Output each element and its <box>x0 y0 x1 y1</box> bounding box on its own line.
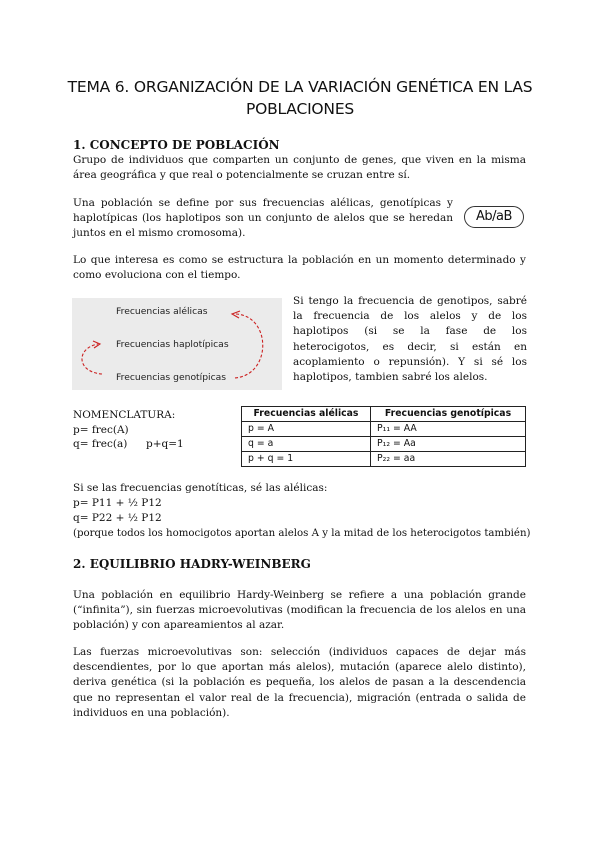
table-cell: P₁₁ = AA <box>371 422 526 437</box>
frequencies-table <box>241 406 526 467</box>
frequencies-diagram <box>72 298 282 390</box>
genotypic-note: (porque todos los homocigotos aportan alelos A y la mitad de los heterocigotos también) <box>73 528 531 539</box>
figure-explanation: Si tengo la frecuencia de genotipos, sabré la frecuencia de los alelos y de los haplotipos (si se la fase de los heterocigotos, es decir, si están en acoplamiento o repunsión). Y si sé los haplotipos, tambien sabré los alelos. <box>293 295 527 384</box>
label-frecuencias-haplotipicas: Frecuencias haplotípicas <box>116 339 229 350</box>
table-cell: P₁₂ = Aa <box>371 437 526 452</box>
table-row <box>242 437 526 452</box>
table-cell: q = a <box>242 437 371 452</box>
genotypic-formula-p: p= P11 + ½ P12 <box>73 497 162 509</box>
nomenclature-line-2a: q= frec(a) <box>73 438 128 450</box>
nomenclature-line-1: p= frec(A) <box>73 423 129 436</box>
nomenclature-line-2b: p+q=1 <box>146 438 184 450</box>
section-1-paragraph-1: Grupo de individuos que comparten un conjunto de genes, que viven en la misma área geográfica y que real o potencialmente se cruzan entre sí. <box>73 154 526 182</box>
haplotype-label: Ab/aB <box>464 206 524 228</box>
page-title-line-2: POBLACIONES <box>245 100 355 118</box>
table-header-genotipicas: Frecuencias genotípicas <box>371 407 526 422</box>
table-row <box>242 422 526 437</box>
table-row <box>242 452 526 467</box>
table-cell: p = A <box>242 422 371 437</box>
nomenclature <box>73 408 184 452</box>
label-frecuencias-genotipicas: Frecuencias genotípicas <box>116 372 227 383</box>
section-1-paragraph-2: Una población se define por sus frecuencias alélicas, genotípicas y haplotípicas (los haplotipos son un conjunto de alelos que se heredan juntos en el mismo cromosoma). <box>73 197 453 240</box>
section-1-heading: 1. CONCEPTO DE POBLACIÓN <box>73 138 280 152</box>
section-2-paragraph-1: Una población en equilibrio Hardy-Weinberg se refiere a una población grande (“infinita”), sin fuerzas microevolutivas (modifican la frecuencia de los alelos en una población) y con apareamientos al azar. <box>73 589 526 632</box>
right-curved-arrow <box>234 314 263 378</box>
section-2-heading: 2. EQUILIBRIO HADRY-WEINBERG <box>73 557 311 571</box>
table-header-alelicas: Frecuencias alélicas <box>242 407 371 422</box>
left-curved-arrow <box>82 344 102 374</box>
nomenclature-heading: NOMENCLATURA: <box>73 409 176 421</box>
page-title <box>60 76 540 120</box>
label-frecuencias-alelicas: Frecuencias alélicas <box>116 306 208 317</box>
table-cell: p + q = 1 <box>242 452 371 467</box>
page-title-line-1: TEMA 6. ORGANIZACIÓN DE LA VARIACIÓN GENÉTICA EN LAS <box>67 78 533 96</box>
section-1-paragraph-3: Lo que interesa es como se estructura la población en un momento determinado y como evoluciona con el tiempo. <box>73 254 526 282</box>
genotypic-formula-q: q= P22 + ½ P12 <box>73 512 162 524</box>
section-2-paragraph-2: Las fuerzas microevolutivas son: selección (individuos capaces de dejar más descendientes, por lo que aportan más alelos), mutación (aparece alelo distinto), deriva genética (si la población es pequeña, los alelos de pasan a la descendencia que no representan el valor real de la frecuencia), migración (entrada o salida de individuos en una población). <box>73 646 526 719</box>
genotypic-intro: Si se las frecuencias genotíticas, sé las alélicas: <box>73 482 328 494</box>
table-header-row <box>242 407 526 422</box>
table-cell: P₂₂ = aa <box>371 452 526 467</box>
